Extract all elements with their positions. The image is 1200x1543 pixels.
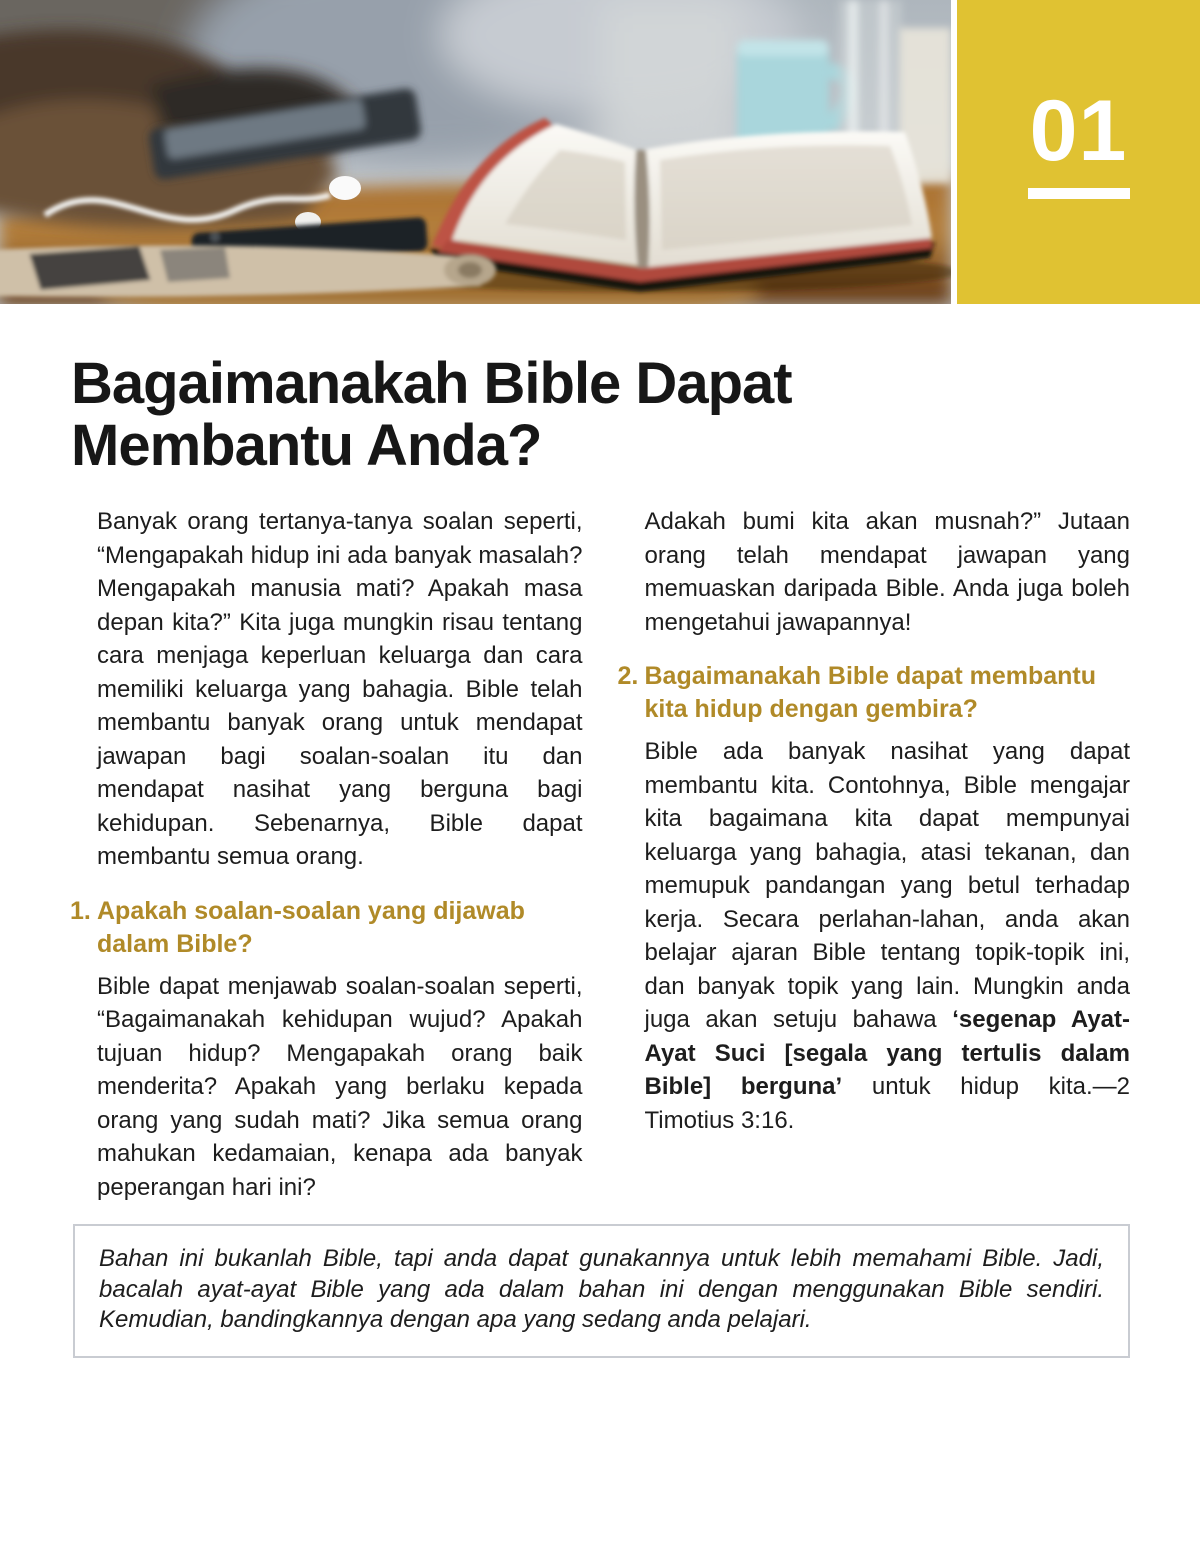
- intro-continuation-paragraph: Adakah bumi kita akan musnah?” Jutaan orang telah mendapat jawapan yang memuaskan daripada Bible. Anda juga boleh mengetahui jawapannya!: [644, 508, 1130, 636]
- lesson-number-badge: [957, 0, 1200, 304]
- usage-note-box: [73, 1224, 1130, 1358]
- left-column: [70, 505, 583, 1204]
- content-columns: [70, 505, 1131, 1204]
- page-title: Bagaimanakah Bible Dapat Membantu Anda?: [71, 351, 792, 478]
- question-2-number: 2.: [617, 662, 639, 690]
- question-1-number: 1.: [70, 896, 91, 925]
- question-1-text: Apakah soalan-soalan yang dijawab dalam Bible?: [97, 896, 525, 958]
- usage-note-text: Bahan ini bukanlah Bible, tapi anda dapat gunakannya untuk lebih memahami Bible. Jadi, bacalah ayat-ayat Bible yang ada dalam bahan ini dengan menggunakan Bible sendiri. Kemudian, bandingkannya dengan apa yang sedang anda pelajari.: [99, 1245, 1104, 1333]
- question-1-paragraph: Bible dapat menjawab soalan-soalan seperti, “Bagaimanakah kehidupan wujud? Apakah tujuan hidup? Mengapakah orang baik menderita? Apakah yang berlaku kepada orang yang sudah mati? Jika semua orang mahukan kedamaian, kenapa ada banyak peperangan hari ini?: [97, 972, 583, 1201]
- lesson-number-underline: [1028, 188, 1130, 199]
- question-2-heading: [617, 660, 1131, 726]
- question-2-text-before-quote: Bible ada banyak nasihat yang dapat membantu kita. Contohnya, Bible mengajar kita bagaimana kita dapat mempunyai keluarga yang bahagia, atasi tekanan, dan memupuk pandangan yang betul terhadap kerja. Secara perlahan-lahan, anda akan belajar ajaran Bible tentang topik-topik ini, dan banyak topik yang lain. Mungkin anda juga akan setuju bahawa: [644, 738, 1130, 1033]
- header: [0, 0, 1200, 304]
- question-1-heading: [70, 895, 583, 961]
- scripture-quote: ‘segenap Ayat-Ayat Suci [segala yang tertulis dalam Bible] berguna’: [644, 1006, 1131, 1100]
- bible-desk-photo: [0, 0, 951, 304]
- question-2-paragraph: [645, 735, 1131, 1137]
- lesson-number: 01: [1029, 83, 1128, 179]
- intro-paragraph: Banyak orang tertanya-tanya soalan seperti, “Mengapakah hidup ini ada banyak masalah? Mengapakah manusia mati? Apakah masa depan kita?” Kita juga mungkin risau tentang cara menjaga keperluan keluarga dan cara memiliki keluarga yang bahagia. Bible telah membantu banyak orang untuk mendapat jawapan bagi soalan-soalan itu dan mendapat nasihat yang berguna bagi kehidupan. Sebenarnya, Bible dapat membantu semua orang.: [97, 508, 583, 870]
- question-2-text-after-quote: untuk hidup kita.—2 Timotius 3:16.: [644, 1073, 1130, 1134]
- bible-desk-photo-illustration: [0, 0, 951, 304]
- question-2-text: Bagaimanakah Bible dapat membantu kita hidup dengan gembira?: [644, 662, 1097, 723]
- right-column: [617, 505, 1131, 1204]
